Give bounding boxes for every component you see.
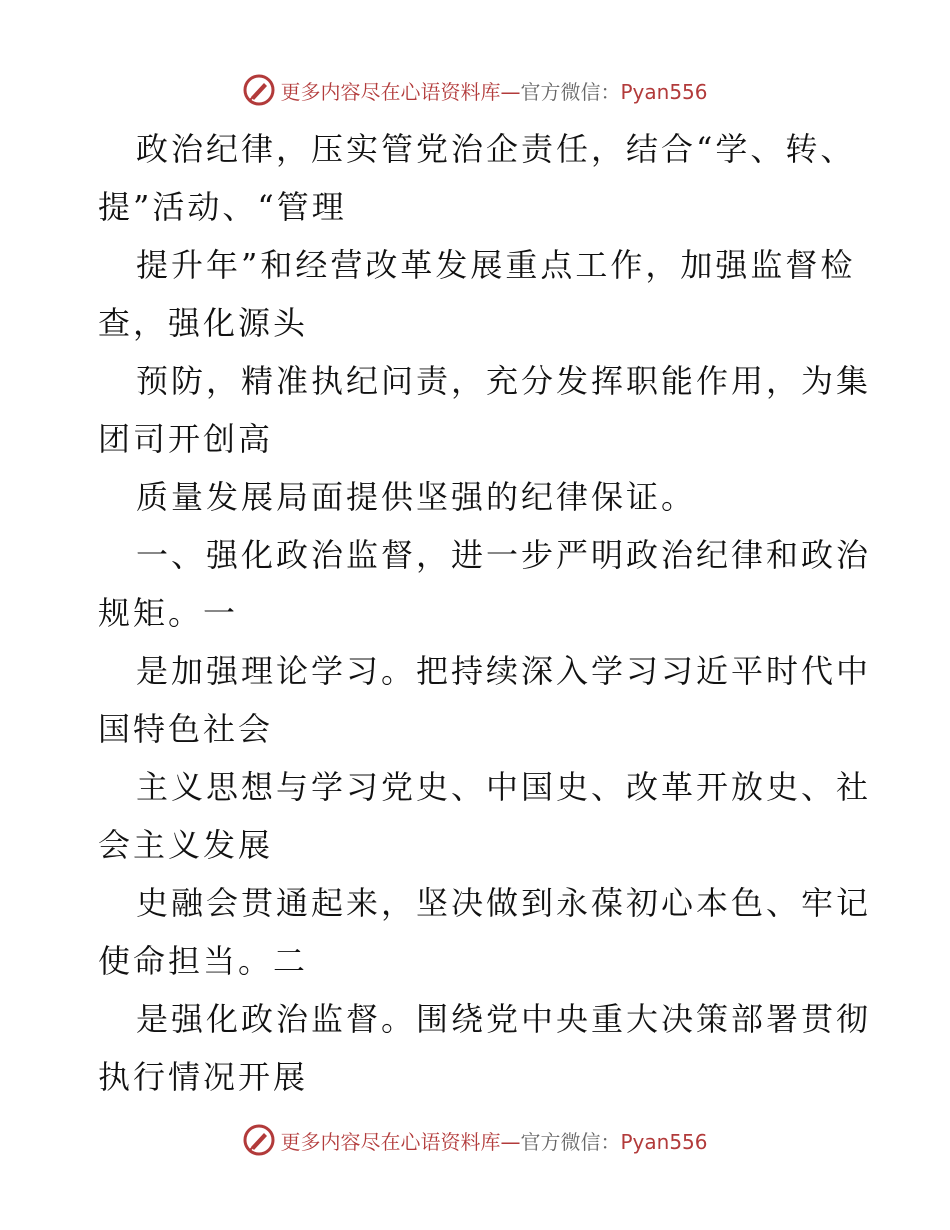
banner-text: [280, 76, 707, 105]
banner-text: [280, 1126, 707, 1155]
footer-banner: [0, 1120, 950, 1160]
banner-wechat-id: Pyan556: [620, 1129, 708, 1154]
text-line: 执行情况开展: [98, 1058, 309, 1096]
text-line: 规矩。一: [98, 594, 239, 632]
header-banner: [0, 70, 950, 110]
text-line: 一、强化政治监督，进一步严明政治纪律和政治: [136, 536, 872, 574]
banner-wechat-label: 官方微信：: [520, 1129, 621, 1154]
brand-logo-icon: [242, 1123, 276, 1157]
banner-wechat-id: Pyan556: [620, 79, 708, 104]
text-line: 主义思想与学习党史、中国史、改革开放史、社: [136, 768, 872, 806]
text-line: 史融会贯通起来，坚决做到永葆初心本色、牢记: [136, 884, 872, 922]
text-line: 团司开创高: [98, 420, 274, 458]
text-line: 质量发展局面提供坚强的纪律保证。: [136, 478, 697, 516]
text-line: 提升年”和经营改革发展重点工作，加强监督检: [136, 246, 856, 284]
text-line: 会主义发展: [98, 826, 274, 864]
banner-source-text: 更多内容尽在心语资料库: [280, 1129, 501, 1154]
text-line: 政治纪律，压实管党治企责任，结合“学、转、: [136, 130, 856, 168]
text-line: 是强化政治监督。围绕党中央重大决策部署贯彻: [136, 1000, 872, 1038]
banner-wechat-label: 官方微信：: [520, 79, 621, 104]
text-line: 国特色社会: [98, 710, 274, 748]
document-body: [98, 120, 872, 1106]
brand-logo-icon: [242, 73, 276, 107]
text-line: 是加强理论学习。把持续深入学习习近平时代中: [136, 652, 872, 690]
banner-separator: —: [500, 79, 521, 104]
text-line: 使命担当。二: [98, 942, 309, 980]
banner-source-text: 更多内容尽在心语资料库: [280, 79, 501, 104]
text-line: 查，强化源头: [98, 304, 309, 342]
banner-separator: —: [500, 1129, 521, 1154]
text-line: 预防，精准执纪问责，充分发挥职能作用，为集: [136, 362, 872, 400]
text-line: 提”活动、“管理: [98, 188, 347, 226]
